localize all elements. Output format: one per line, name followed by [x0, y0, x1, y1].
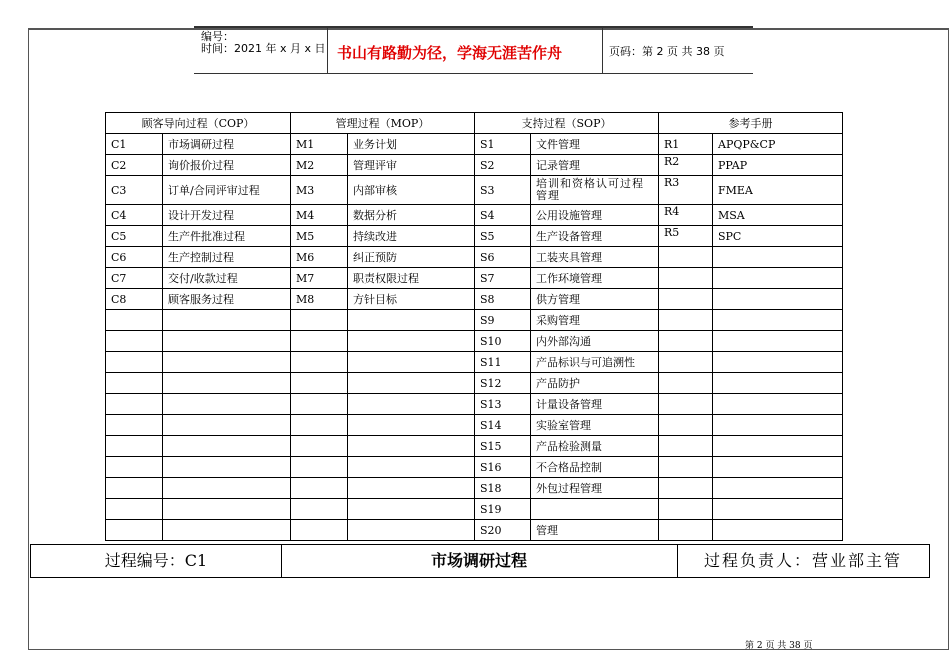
table-cell-r-code	[659, 331, 713, 352]
table-cell-m-name: 职责权限过程	[348, 268, 475, 289]
table-cell-m-code	[291, 478, 348, 499]
table-row	[106, 268, 843, 289]
header-rule-bottom	[194, 73, 753, 74]
table-cell-s-name: 实验室管理	[531, 415, 659, 436]
table-cell-s-code: S8	[475, 289, 531, 310]
table-cell-c-code	[106, 352, 163, 373]
table-row	[106, 499, 843, 520]
table-cell-r-name	[713, 331, 843, 352]
table-cell-c-name: 顾客服务过程	[163, 289, 291, 310]
header-page-number: 页码：第 2 页 共 38 页	[609, 45, 725, 58]
table-cell-s-code: S13	[475, 394, 531, 415]
table-cell-s-name: 公用设施管理	[531, 205, 659, 226]
table-cell-s-code: S3	[475, 176, 531, 205]
table-cell-r-name	[713, 352, 843, 373]
table-cell-c-code	[106, 415, 163, 436]
table-cell-m-code	[291, 457, 348, 478]
table-cell-m-code	[291, 499, 348, 520]
process-owner: 过程负责人：营业部主管	[703, 551, 902, 570]
table-cell-s-code: S19	[475, 499, 531, 520]
table-cell-r-name	[713, 247, 843, 268]
table-cell-m-name: 持续改进	[348, 226, 475, 247]
column-header-reference: 参考手册	[659, 113, 843, 134]
table-cell-m-name: 纠正预防	[348, 247, 475, 268]
table-cell-c-code: C7	[106, 268, 163, 289]
table-cell-r-name	[713, 268, 843, 289]
table-cell-m-name	[348, 457, 475, 478]
table-cell-r-code: R2	[659, 155, 713, 176]
table-cell-s-name: 文件管理	[531, 134, 659, 155]
table-cell-r-code	[659, 268, 713, 289]
table-row	[106, 310, 843, 331]
table-row	[106, 247, 843, 268]
table-cell-s-name: 供方管理	[531, 289, 659, 310]
table-cell-s-code: S4	[475, 205, 531, 226]
table-cell-s-name: 生产设备管理	[531, 226, 659, 247]
table-cell-r-name	[713, 478, 843, 499]
table-cell-r-name: FMEA	[713, 176, 843, 205]
table-row	[106, 331, 843, 352]
table-row	[106, 134, 843, 155]
table-cell-s-name: 培训和资格认可过程管理	[531, 176, 659, 205]
table-cell-s-name: 外包过程管理	[531, 478, 659, 499]
table-cell-r-code	[659, 394, 713, 415]
table-cell-r-code	[659, 352, 713, 373]
table-cell-s-code: S2	[475, 155, 531, 176]
table-cell-s-code: S18	[475, 478, 531, 499]
table-cell-m-name	[348, 478, 475, 499]
table-cell-c-name	[163, 478, 291, 499]
table-cell-s-name: 计量设备管理	[531, 394, 659, 415]
table-row	[106, 520, 843, 541]
table-cell-s-name: 产品检验测量	[531, 436, 659, 457]
table-cell-m-name: 业务计划	[348, 134, 475, 155]
table-cell-c-name	[163, 331, 291, 352]
table-cell-s-code: S11	[475, 352, 531, 373]
table-cell-r-code	[659, 415, 713, 436]
table-cell-m-name	[348, 394, 475, 415]
table-cell-c-code	[106, 331, 163, 352]
table-cell-s-name: 不合格品控制	[531, 457, 659, 478]
table-cell-s-code: S9	[475, 310, 531, 331]
table-cell-m-code: M1	[291, 134, 348, 155]
process-number: 过程编号：C1	[31, 545, 282, 577]
table-cell-r-name	[713, 373, 843, 394]
table-cell-m-code	[291, 394, 348, 415]
table-cell-m-name: 方针目标	[348, 289, 475, 310]
table-cell-r-code: R3	[659, 176, 713, 205]
table-cell-m-code: M2	[291, 155, 348, 176]
table-row	[106, 205, 843, 226]
table-cell-m-name	[348, 499, 475, 520]
table-cell-r-name: APQP&CP	[713, 134, 843, 155]
table-cell-m-code: M7	[291, 268, 348, 289]
table-cell-s-name: 采购管理	[531, 310, 659, 331]
table-cell-m-name	[348, 436, 475, 457]
table-cell-m-name	[348, 373, 475, 394]
table-header-row	[106, 113, 843, 134]
table-row	[106, 226, 843, 247]
table-row	[106, 176, 843, 205]
table-cell-s-name: 产品防护	[531, 373, 659, 394]
table-cell-c-code	[106, 310, 163, 331]
table-cell-c-code: C1	[106, 134, 163, 155]
table-row	[106, 289, 843, 310]
table-cell-r-code	[659, 520, 713, 541]
table-cell-m-code: M5	[291, 226, 348, 247]
table-row	[106, 352, 843, 373]
table-cell-r-name	[713, 289, 843, 310]
table-cell-s-code: S7	[475, 268, 531, 289]
table-cell-c-name	[163, 352, 291, 373]
table-cell-c-code	[106, 436, 163, 457]
process-table	[105, 112, 843, 541]
table-cell-c-name	[163, 373, 291, 394]
table-cell-r-name: SPC	[713, 226, 843, 247]
table-cell-m-code	[291, 520, 348, 541]
header-motto: 书山有路勤为径，学海无涯苦作舟	[337, 44, 563, 62]
table-cell-c-name	[163, 310, 291, 331]
table-cell-c-name: 市场调研过程	[163, 134, 291, 155]
table-cell-c-code	[106, 520, 163, 541]
column-header-mop: 管理过程（MOP）	[291, 113, 475, 134]
table-cell-s-name: 产品标识与可追溯性	[531, 352, 659, 373]
table-cell-s-code: S15	[475, 436, 531, 457]
table-cell-m-code: M3	[291, 176, 348, 205]
table-cell-r-code: R1	[659, 134, 713, 155]
table-cell-r-code	[659, 373, 713, 394]
table-cell-c-name	[163, 394, 291, 415]
table-cell-c-code	[106, 373, 163, 394]
table-cell-m-name	[348, 331, 475, 352]
table-cell-m-name: 数据分析	[348, 205, 475, 226]
table-cell-s-code: S10	[475, 331, 531, 352]
table-cell-c-name: 设计开发过程	[163, 205, 291, 226]
table-cell-c-name	[163, 520, 291, 541]
table-cell-s-code: S1	[475, 134, 531, 155]
table-cell-m-code: M4	[291, 205, 348, 226]
table-row	[106, 373, 843, 394]
table-cell-r-code	[659, 499, 713, 520]
table-cell-r-name	[713, 310, 843, 331]
table-cell-r-code	[659, 247, 713, 268]
table-cell-c-code	[106, 478, 163, 499]
table-cell-c-name	[163, 415, 291, 436]
header-divider	[327, 28, 328, 73]
table-cell-c-name	[163, 499, 291, 520]
process-name: 市场调研过程	[281, 545, 678, 577]
table-cell-c-code: C4	[106, 205, 163, 226]
table-cell-r-name	[713, 520, 843, 541]
table-cell-c-code	[106, 499, 163, 520]
table-cell-r-code	[659, 436, 713, 457]
table-cell-m-code	[291, 352, 348, 373]
table-cell-c-name: 交付/收款过程	[163, 268, 291, 289]
table-cell-s-code: S14	[475, 415, 531, 436]
table-cell-r-name	[713, 394, 843, 415]
table-cell-c-code: C8	[106, 289, 163, 310]
table-cell-s-name: 工装夹具管理	[531, 247, 659, 268]
table-cell-c-code	[106, 457, 163, 478]
table-cell-c-name: 订单/合同评审过程	[163, 176, 291, 205]
process-banner	[30, 544, 930, 578]
table-cell-m-name	[348, 415, 475, 436]
table-cell-r-name	[713, 436, 843, 457]
table-cell-r-code: R4	[659, 205, 713, 226]
table-cell-r-name: PPAP	[713, 155, 843, 176]
table-row	[106, 415, 843, 436]
table-cell-c-name	[163, 457, 291, 478]
table-cell-c-code: C5	[106, 226, 163, 247]
table-cell-m-name: 内部审核	[348, 176, 475, 205]
column-header-sop: 支持过程（SOP）	[475, 113, 659, 134]
table-cell-c-code: C3	[106, 176, 163, 205]
table-cell-s-code: S5	[475, 226, 531, 247]
table-cell-r-code	[659, 478, 713, 499]
document-date: 时间：2021 年 x 月 x 日	[201, 42, 326, 55]
table-cell-r-code: R5	[659, 226, 713, 247]
table-cell-c-code: C2	[106, 155, 163, 176]
table-cell-m-code	[291, 415, 348, 436]
table-cell-s-code: S16	[475, 457, 531, 478]
table-cell-r-code	[659, 457, 713, 478]
table-cell-m-code: M6	[291, 247, 348, 268]
header-divider	[602, 28, 603, 73]
table-row	[106, 457, 843, 478]
table-cell-c-name: 询价报价过程	[163, 155, 291, 176]
table-cell-s-name: 记录管理	[531, 155, 659, 176]
column-header-cop: 顾客导向过程（COP）	[106, 113, 291, 134]
table-cell-s-name: 工作环境管理	[531, 268, 659, 289]
table-cell-m-name	[348, 310, 475, 331]
table-cell-s-code: S20	[475, 520, 531, 541]
table-cell-r-code	[659, 310, 713, 331]
table-row	[106, 436, 843, 457]
header-rule-top	[194, 26, 753, 28]
table-cell-r-code	[659, 289, 713, 310]
table-cell-c-name: 生产控制过程	[163, 247, 291, 268]
table-cell-m-code	[291, 436, 348, 457]
table-cell-m-code	[291, 373, 348, 394]
table-cell-c-name: 生产件批准过程	[163, 226, 291, 247]
table-row	[106, 394, 843, 415]
table-cell-c-name	[163, 436, 291, 457]
table-cell-c-code: C6	[106, 247, 163, 268]
table-cell-m-code	[291, 331, 348, 352]
table-cell-r-name: MSA	[713, 205, 843, 226]
table-cell-m-name: 管理评审	[348, 155, 475, 176]
table-cell-s-code: S12	[475, 373, 531, 394]
table-cell-r-name	[713, 457, 843, 478]
table-cell-c-code	[106, 394, 163, 415]
table-cell-s-code: S6	[475, 247, 531, 268]
table-row	[106, 478, 843, 499]
table-cell-s-name: 内外部沟通	[531, 331, 659, 352]
table-cell-m-code	[291, 310, 348, 331]
page-footer-number: 第 2 页 共 38 页	[745, 641, 813, 651]
table-row	[106, 155, 843, 176]
table-cell-r-name	[713, 499, 843, 520]
document-number-label: 编号：	[201, 30, 234, 43]
table-cell-r-name	[713, 415, 843, 436]
table-cell-m-name	[348, 352, 475, 373]
table-cell-m-code: M8	[291, 289, 348, 310]
table-cell-s-name	[531, 499, 659, 520]
table-cell-m-name	[348, 520, 475, 541]
table-cell-s-name: 管理	[531, 520, 659, 541]
